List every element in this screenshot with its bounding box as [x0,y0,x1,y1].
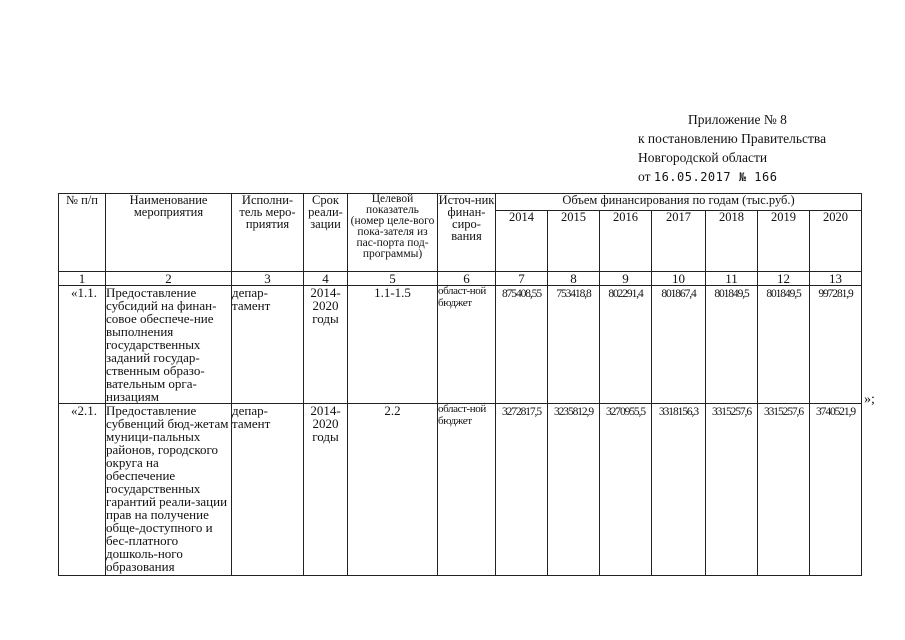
appendix-header [638,110,826,187]
row-value: 997281,9 [810,286,862,404]
table-row [59,404,862,576]
row-value: 875408,55 [496,286,548,404]
row-value: 801849,5 [758,286,810,404]
row-value: 3270955,5 [600,404,652,576]
date-value: 16.05.2017 № 166 [653,170,778,184]
year-header: 2019 [758,211,810,272]
row-value: 753418,8 [548,286,600,404]
row-number: «2.1. [59,404,106,576]
funding-table [58,193,862,576]
closing-quote: »; [864,392,875,407]
row-executor: депар-тамент [232,286,304,404]
header-funding: Объем финансирования по годам (тыс.руб.) [496,194,862,211]
row-value: 3315257,6 [706,404,758,576]
row-value: 802291,4 [600,286,652,404]
appendix-number: Приложение № 8 [688,112,787,127]
year-header: 2017 [652,211,706,272]
year-header: 2014 [496,211,548,272]
column-number: 8 [548,272,600,286]
row-value: 3318156,3 [652,404,706,576]
date-prefix: от [638,169,651,184]
column-number: 3 [232,272,304,286]
column-number: 1 [59,272,106,286]
column-number: 13 [810,272,862,286]
row-target: 1.1-1.5 [348,286,438,404]
row-number: «1.1. [59,286,106,404]
row-source: област-ной бюджет [438,286,496,404]
year-header: 2015 [548,211,600,272]
column-number: 11 [706,272,758,286]
appendix-region: Новгородской области [638,150,768,165]
column-number: 4 [304,272,348,286]
row-value: 3315257,6 [758,404,810,576]
row-executor: депар-тамент [232,404,304,576]
row-value: 801849,5 [706,286,758,404]
row-value: 3272817,5 [496,404,548,576]
year-header: 2018 [706,211,758,272]
row-source: област-ной бюджет [438,404,496,576]
appendix-date [638,167,826,187]
appendix-decree: к постановлению Правительства [638,131,827,146]
row-value: 801867,4 [652,286,706,404]
header-executor: Исполни-тель меро-приятия [232,194,304,272]
column-number: 6 [438,272,496,286]
table-row [59,286,862,404]
column-number: 2 [106,272,232,286]
row-term: 2014-2020 годы [304,286,348,404]
column-number: 10 [652,272,706,286]
row-value: 3235812,9 [548,404,600,576]
year-header: 2016 [600,211,652,272]
column-number: 9 [600,272,652,286]
column-number: 12 [758,272,810,286]
header-term: Срок реали-зации [304,194,348,272]
header-target: Целевой показатель (номер целе-вого пока-зателя из пас-порта под-программы) [348,194,438,272]
column-number: 5 [348,272,438,286]
header-name: Наименование мероприятия [106,194,232,272]
header-source: Источ-ник финан-сиро-вания [438,194,496,272]
column-number: 7 [496,272,548,286]
row-value: 3740521,9 [810,404,862,576]
row-target: 2.2 [348,404,438,576]
header-no: № п/п [59,194,106,272]
row-name: Предоставление субсидий на финан-совое обеспече-ние выполнения государственных заданий государ-ственным образо-вательным орга-низациям [106,286,232,404]
row-term: 2014-2020 годы [304,404,348,576]
row-name: Предоставление субвенций бюд-жетам муници-пальных районов, городского округа на обеспечение государственных гарантий реали-зации прав на получение обще-доступного и бес-платного дошколь-ного образования [106,404,232,576]
year-header: 2020 [810,211,862,272]
